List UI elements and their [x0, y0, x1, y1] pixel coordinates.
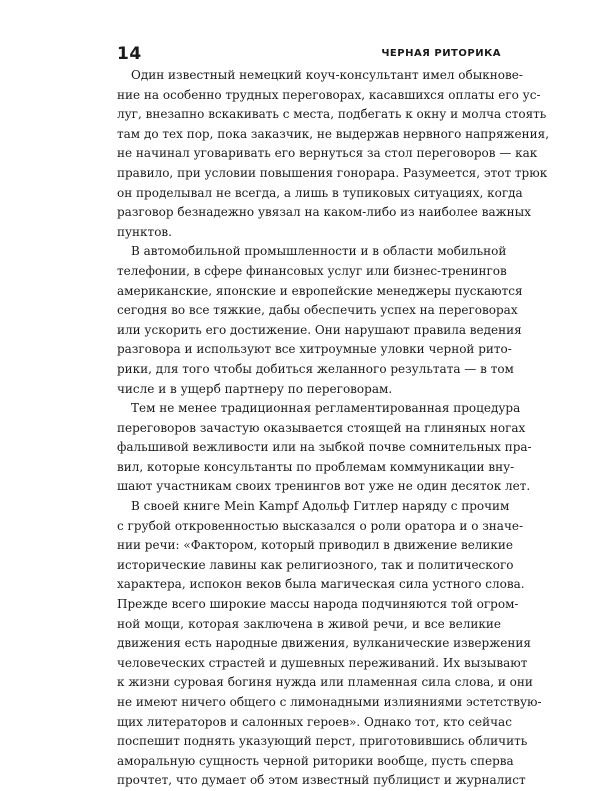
text-line: числе и в ущерб партнеру по переговорам.: [117, 381, 393, 396]
text-line: Один известный немецкий коуч-консультант имел обыкнове-: [131, 68, 523, 82]
running-title: ЧЕРНАЯ РИТОРИКА: [381, 48, 501, 59]
text-line: переговоров зачастую оказывается стоящей на глиняных ногах: [117, 420, 526, 435]
text-line: правило, при условии повышения гонорара. Разумеется, этот трюк: [117, 165, 548, 180]
text-line: не начинал уговаривать его вернуться за стол переговоров — как: [117, 146, 538, 161]
paragraph: [117, 497, 542, 791]
text-line: поспешит поднять указующий перст, приготовившись обличить: [117, 734, 528, 749]
text-line: разговор безнадежно увязал на каком-либо из наиболее важных: [117, 205, 531, 220]
text-line: ние на особенно трудных переговорах, касавшихся оплаты его ус-: [117, 87, 541, 102]
text-line: аморальную сущность черной риторики вообще, пусть сперва: [117, 753, 514, 768]
text-line: щих литераторов и салонных героев». Однако тот, кто сейчас: [117, 714, 512, 729]
text-line: он проделывал не всегда, а лишь в тупиковых ситуациях, когда: [117, 185, 523, 200]
text-line: фальшивой вежливости или на зыбкой почве сомнительных пра-: [117, 440, 532, 455]
text-line: к жизни суровая богиня нужда или пламенная сила слова, и они: [117, 675, 533, 690]
text-line: разговора и используют все хитроумные уловки черной рито-: [117, 342, 512, 357]
text-line: там до тех пор, пока заказчик, не выдержав нервного напряжения,: [117, 126, 550, 141]
text-line: рики, для того чтобы добиться желанного результата — в том: [117, 361, 514, 376]
text-line: Тем не менее традиционная регламентированная процедура: [131, 401, 521, 416]
text-line: пунктов.: [117, 224, 172, 239]
text-line: прочтет, что думает об этом известный публицист и журналист: [117, 773, 526, 788]
text-line: шают участникам своих тренингов вот уже не один десяток лет.: [117, 479, 531, 494]
text-line: телефонии, в сфере финансовых услуг или бизнес-тренингов: [117, 263, 507, 278]
page-number: 14: [117, 44, 142, 64]
paragraph: [117, 242, 523, 399]
text-line: движения есть народные движения, вулканические извержения: [117, 636, 531, 651]
text-line: ной мощи, которая заключена в живой речи, и все великие: [117, 616, 501, 631]
text-line: В своей книге Mein Kampf Адольф Гитлер наряду с прочим: [131, 499, 510, 514]
text-line: сегодня во все тяжкие, дабы обеспечить успех на переговорах: [117, 303, 518, 318]
body-text: [117, 66, 550, 791]
text-line: луг, внезапно вскакивать с места, подбегать к окну и молча стоять: [117, 107, 547, 122]
text-line: исторические лавины как религиозного, так и политического: [117, 557, 514, 572]
text-line: вил, которые консультанты по проблемам коммуникации вну-: [117, 459, 515, 474]
text-line: не имеют ничего общего с лимонадными излияниями эстетствую-: [117, 695, 542, 709]
text-line: или ускорить его достижение. Они нарушают правила ведения: [117, 322, 522, 337]
text-line: Прежде всего широкие массы народа подчиняются той огром-: [117, 597, 519, 612]
text-line: человеческих страстей и душевных переживаний. Их вызывают: [117, 655, 528, 670]
text-line: американские, японские и европейские менеджеры пускаются: [117, 283, 523, 298]
paragraph: [117, 66, 550, 242]
page-header: [117, 44, 501, 64]
text-line: нии речи: «Фактором, который приводил в движение великие: [117, 538, 514, 553]
text-line: характера, испокон веков была магическая сила устного слова.: [117, 577, 525, 592]
text-line: с грубой откровенностью высказался о роли оратора и о значе-: [117, 518, 524, 533]
paragraph: [117, 399, 532, 497]
text-line: В автомобильной промышленности и в области мобильной: [131, 244, 507, 259]
